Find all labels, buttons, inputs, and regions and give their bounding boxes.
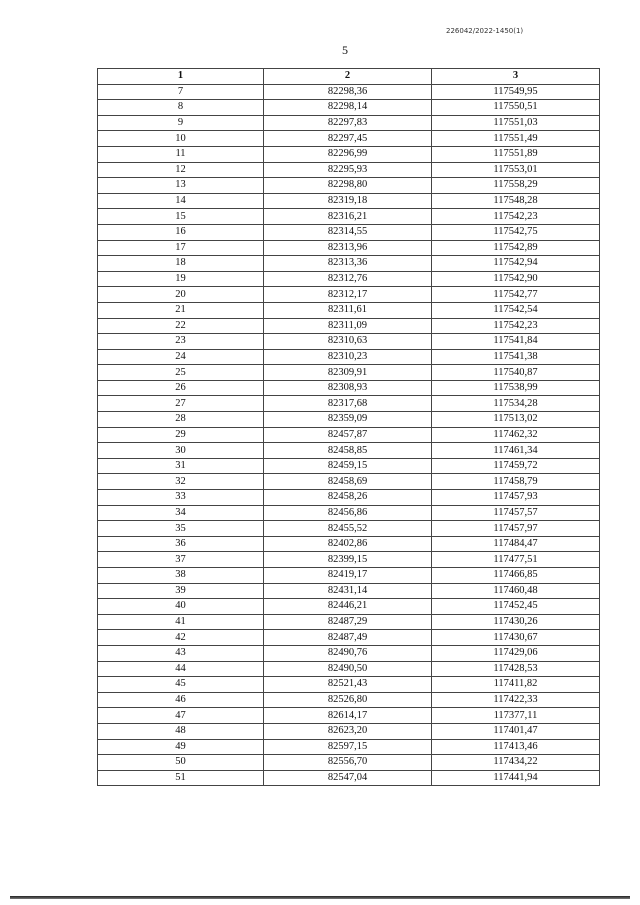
y-coordinate-cell: 117542,77 <box>432 287 600 303</box>
y-coordinate-cell: 117542,94 <box>432 256 600 272</box>
y-coordinate-cell: 117477,51 <box>432 552 600 568</box>
y-coordinate-cell: 117542,75 <box>432 224 600 240</box>
table-row <box>98 287 600 303</box>
point-number-cell: 8 <box>98 100 264 116</box>
point-number-cell: 40 <box>98 599 264 615</box>
point-number-cell: 35 <box>98 521 264 537</box>
x-coordinate-cell: 82297,45 <box>264 131 432 147</box>
y-coordinate-cell: 117538,99 <box>432 380 600 396</box>
x-coordinate-cell: 82597,15 <box>264 739 432 755</box>
point-number-cell: 31 <box>98 458 264 474</box>
x-coordinate-cell: 82402,86 <box>264 536 432 552</box>
x-coordinate-cell: 82313,96 <box>264 240 432 256</box>
x-coordinate-cell: 82319,18 <box>264 193 432 209</box>
y-coordinate-cell: 117550,51 <box>432 100 600 116</box>
table-row <box>98 365 600 381</box>
point-number-cell: 15 <box>98 209 264 225</box>
x-coordinate-cell: 82456,86 <box>264 505 432 521</box>
x-coordinate-cell: 82309,91 <box>264 365 432 381</box>
point-number-cell: 46 <box>98 692 264 708</box>
table-body <box>98 84 600 786</box>
table-row <box>98 256 600 272</box>
point-number-cell: 26 <box>98 380 264 396</box>
y-coordinate-cell: 117542,90 <box>432 271 600 287</box>
point-number-cell: 39 <box>98 583 264 599</box>
page-number: 5 <box>342 43 348 57</box>
table-row <box>98 505 600 521</box>
x-coordinate-cell: 82310,63 <box>264 334 432 350</box>
y-coordinate-cell: 117441,94 <box>432 770 600 786</box>
x-coordinate-cell: 82487,49 <box>264 630 432 646</box>
y-coordinate-cell: 117458,79 <box>432 474 600 490</box>
y-coordinate-cell: 117452,45 <box>432 599 600 615</box>
y-coordinate-cell: 117542,23 <box>432 318 600 334</box>
point-number-cell: 19 <box>98 271 264 287</box>
point-number-cell: 49 <box>98 739 264 755</box>
point-number-cell: 44 <box>98 661 264 677</box>
table-row <box>98 568 600 584</box>
x-coordinate-cell: 82556,70 <box>264 755 432 771</box>
x-coordinate-cell: 82310,23 <box>264 349 432 365</box>
x-coordinate-cell: 82296,99 <box>264 146 432 162</box>
point-number-cell: 50 <box>98 755 264 771</box>
x-coordinate-cell: 82457,87 <box>264 427 432 443</box>
point-number-cell: 16 <box>98 224 264 240</box>
x-coordinate-cell: 82317,68 <box>264 396 432 412</box>
table-row <box>98 209 600 225</box>
table-row <box>98 115 600 131</box>
table-row <box>98 708 600 724</box>
y-coordinate-cell: 117551,89 <box>432 146 600 162</box>
column-header-3: 3 <box>432 69 600 85</box>
point-number-cell: 47 <box>98 708 264 724</box>
point-number-cell: 22 <box>98 318 264 334</box>
y-coordinate-cell: 117411,82 <box>432 677 600 693</box>
x-coordinate-cell: 82359,09 <box>264 412 432 428</box>
table-row <box>98 396 600 412</box>
table-row <box>98 458 600 474</box>
y-coordinate-cell: 117542,89 <box>432 240 600 256</box>
x-coordinate-cell: 82458,69 <box>264 474 432 490</box>
x-coordinate-cell: 82614,17 <box>264 708 432 724</box>
y-coordinate-cell: 117462,32 <box>432 427 600 443</box>
table-row <box>98 755 600 771</box>
table-row <box>98 162 600 178</box>
point-number-cell: 42 <box>98 630 264 646</box>
x-coordinate-cell: 82446,21 <box>264 599 432 615</box>
y-coordinate-cell: 117484,47 <box>432 536 600 552</box>
column-header-2: 2 <box>264 69 432 85</box>
y-coordinate-cell: 117549,95 <box>432 84 600 100</box>
x-coordinate-cell: 82521,43 <box>264 677 432 693</box>
table-row <box>98 271 600 287</box>
point-number-cell: 38 <box>98 568 264 584</box>
x-coordinate-cell: 82547,04 <box>264 770 432 786</box>
y-coordinate-cell: 117466,85 <box>432 568 600 584</box>
y-coordinate-cell: 117428,53 <box>432 661 600 677</box>
point-number-cell: 10 <box>98 131 264 147</box>
table-row <box>98 443 600 459</box>
x-coordinate-cell: 82399,15 <box>264 552 432 568</box>
x-coordinate-cell: 82459,15 <box>264 458 432 474</box>
point-number-cell: 36 <box>98 536 264 552</box>
x-coordinate-cell: 82458,26 <box>264 490 432 506</box>
point-number-cell: 45 <box>98 677 264 693</box>
table-row <box>98 131 600 147</box>
coordinates-table <box>97 68 600 786</box>
y-coordinate-cell: 117534,28 <box>432 396 600 412</box>
table-row <box>98 739 600 755</box>
y-coordinate-cell: 117460,48 <box>432 583 600 599</box>
point-number-cell: 20 <box>98 287 264 303</box>
point-number-cell: 12 <box>98 162 264 178</box>
point-number-cell: 11 <box>98 146 264 162</box>
point-number-cell: 17 <box>98 240 264 256</box>
x-coordinate-cell: 82316,21 <box>264 209 432 225</box>
y-coordinate-cell: 117541,84 <box>432 334 600 350</box>
table-row <box>98 645 600 661</box>
table-row <box>98 302 600 318</box>
table-row <box>98 770 600 786</box>
table-row <box>98 84 600 100</box>
x-coordinate-cell: 82312,17 <box>264 287 432 303</box>
y-coordinate-cell: 117434,22 <box>432 755 600 771</box>
point-number-cell: 37 <box>98 552 264 568</box>
point-number-cell: 24 <box>98 349 264 365</box>
table-row <box>98 193 600 209</box>
y-coordinate-cell: 117553,01 <box>432 162 600 178</box>
table-row <box>98 427 600 443</box>
y-coordinate-cell: 117377,11 <box>432 708 600 724</box>
y-coordinate-cell: 117558,29 <box>432 178 600 194</box>
x-coordinate-cell: 82298,80 <box>264 178 432 194</box>
table-row <box>98 521 600 537</box>
point-number-cell: 34 <box>98 505 264 521</box>
x-coordinate-cell: 82313,36 <box>264 256 432 272</box>
x-coordinate-cell: 82297,83 <box>264 115 432 131</box>
table-row <box>98 380 600 396</box>
x-coordinate-cell: 82312,76 <box>264 271 432 287</box>
point-number-cell: 30 <box>98 443 264 459</box>
y-coordinate-cell: 117461,34 <box>432 443 600 459</box>
point-number-cell: 28 <box>98 412 264 428</box>
table-row <box>98 224 600 240</box>
y-coordinate-cell: 117401,47 <box>432 723 600 739</box>
x-coordinate-cell: 82490,76 <box>264 645 432 661</box>
point-number-cell: 27 <box>98 396 264 412</box>
y-coordinate-cell: 117457,93 <box>432 490 600 506</box>
point-number-cell: 41 <box>98 614 264 630</box>
x-coordinate-cell: 82311,61 <box>264 302 432 318</box>
y-coordinate-cell: 117540,87 <box>432 365 600 381</box>
x-coordinate-cell: 82314,55 <box>264 224 432 240</box>
y-coordinate-cell: 117457,57 <box>432 505 600 521</box>
bottom-scan-rule <box>10 896 630 899</box>
table-row <box>98 552 600 568</box>
x-coordinate-cell: 82623,20 <box>264 723 432 739</box>
table-row <box>98 178 600 194</box>
table-row <box>98 349 600 365</box>
point-number-cell: 21 <box>98 302 264 318</box>
table-row <box>98 412 600 428</box>
y-coordinate-cell: 117422,33 <box>432 692 600 708</box>
column-header-1: 1 <box>98 69 264 85</box>
x-coordinate-cell: 82308,93 <box>264 380 432 396</box>
point-number-cell: 43 <box>98 645 264 661</box>
table-row <box>98 614 600 630</box>
document-id: 226042/2022-1450(1) <box>446 27 524 35</box>
y-coordinate-cell: 117429,06 <box>432 645 600 661</box>
table-row <box>98 723 600 739</box>
point-number-cell: 7 <box>98 84 264 100</box>
table-row <box>98 334 600 350</box>
y-coordinate-cell: 117513,02 <box>432 412 600 428</box>
point-number-cell: 33 <box>98 490 264 506</box>
y-coordinate-cell: 117413,46 <box>432 739 600 755</box>
y-coordinate-cell: 117457,97 <box>432 521 600 537</box>
x-coordinate-cell: 82431,14 <box>264 583 432 599</box>
y-coordinate-cell: 117542,54 <box>432 302 600 318</box>
y-coordinate-cell: 117551,49 <box>432 131 600 147</box>
x-coordinate-cell: 82311,09 <box>264 318 432 334</box>
point-number-cell: 13 <box>98 178 264 194</box>
x-coordinate-cell: 82455,52 <box>264 521 432 537</box>
table-row <box>98 583 600 599</box>
y-coordinate-cell: 117430,26 <box>432 614 600 630</box>
x-coordinate-cell: 82490,50 <box>264 661 432 677</box>
table-row <box>98 100 600 116</box>
x-coordinate-cell: 82298,14 <box>264 100 432 116</box>
point-number-cell: 14 <box>98 193 264 209</box>
table-row <box>98 536 600 552</box>
table-row <box>98 146 600 162</box>
point-number-cell: 25 <box>98 365 264 381</box>
table-row <box>98 630 600 646</box>
point-number-cell: 48 <box>98 723 264 739</box>
point-number-cell: 51 <box>98 770 264 786</box>
y-coordinate-cell: 117430,67 <box>432 630 600 646</box>
y-coordinate-cell: 117551,03 <box>432 115 600 131</box>
x-coordinate-cell: 82419,17 <box>264 568 432 584</box>
point-number-cell: 29 <box>98 427 264 443</box>
x-coordinate-cell: 82487,29 <box>264 614 432 630</box>
point-number-cell: 9 <box>98 115 264 131</box>
point-number-cell: 23 <box>98 334 264 350</box>
y-coordinate-cell: 117541,38 <box>432 349 600 365</box>
x-coordinate-cell: 82298,36 <box>264 84 432 100</box>
table-row <box>98 490 600 506</box>
table-row <box>98 677 600 693</box>
table-row <box>98 692 600 708</box>
table-row <box>98 661 600 677</box>
point-number-cell: 32 <box>98 474 264 490</box>
y-coordinate-cell: 117542,23 <box>432 209 600 225</box>
x-coordinate-cell: 82295,93 <box>264 162 432 178</box>
table-row <box>98 240 600 256</box>
x-coordinate-cell: 82458,85 <box>264 443 432 459</box>
table-header-row <box>98 69 600 85</box>
point-number-cell: 18 <box>98 256 264 272</box>
y-coordinate-cell: 117459,72 <box>432 458 600 474</box>
table-row <box>98 318 600 334</box>
table-row <box>98 474 600 490</box>
x-coordinate-cell: 82526,80 <box>264 692 432 708</box>
table-row <box>98 599 600 615</box>
y-coordinate-cell: 117548,28 <box>432 193 600 209</box>
